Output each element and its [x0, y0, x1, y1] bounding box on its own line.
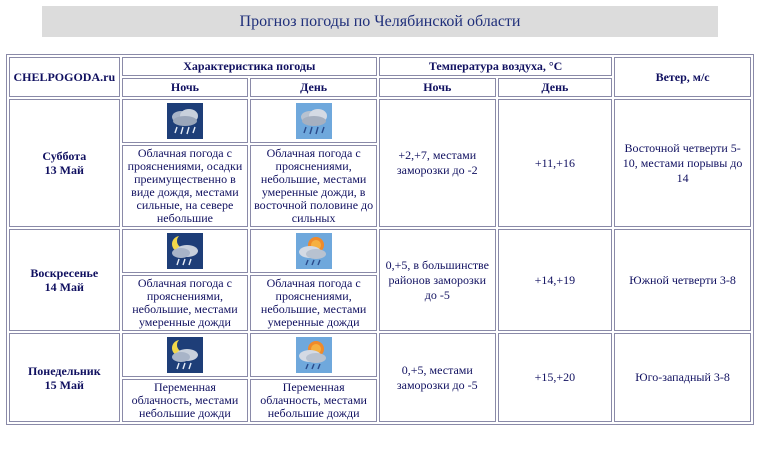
table-row: [9, 229, 751, 273]
day-icon-cell: [250, 99, 377, 143]
table-row: [9, 333, 751, 377]
site-name: CHELPOGODA.ru: [9, 57, 120, 97]
weather-day-header: День: [250, 78, 377, 97]
night-icon-cell: [122, 229, 249, 273]
night-icon-cell: [122, 333, 249, 377]
temp-night-header: Ночь: [379, 78, 496, 97]
temp-night: 0,+5, местами заморозки до -5: [379, 333, 496, 422]
date: 13 Май: [44, 163, 84, 177]
moon-cloud-rain-icon: [167, 337, 203, 373]
day-description: Переменная облачность, местами небольшие дожди: [250, 379, 377, 422]
night-description: Облачная погода с прояснениями, осадки преимущественно в виде дождя, местами сильные, на севере небольшие: [122, 145, 249, 227]
forecast-table: [6, 54, 754, 425]
moon-cloud-rain-icon: [167, 233, 203, 269]
page-title: Прогноз погоды по Челябинской области: [42, 6, 718, 37]
temp-day: +15,+20: [498, 333, 613, 422]
temp-day-header: День: [498, 78, 613, 97]
temp-night: +2,+7, местами заморозки до -2: [379, 99, 496, 227]
header-row-1: [9, 57, 751, 76]
night-icon-cell: [122, 99, 249, 143]
temp-day: +11,+16: [498, 99, 613, 227]
wind: Южной четверти 3-8: [614, 229, 751, 331]
day-icon-cell: [250, 229, 377, 273]
night-description: Облачная погода с прояснениями, небольшие, местами умеренные дожди: [122, 275, 249, 331]
weather-group-header: Характеристика погоды: [122, 57, 377, 76]
day-label: [9, 99, 120, 227]
date: 14 Май: [44, 280, 84, 294]
temp-group-header: Температура воздуха, °С: [379, 57, 612, 76]
weekday: Суббота: [42, 149, 87, 163]
day-label: [9, 333, 120, 422]
wind: Восточной четверти 5-10, местами порывы до 14: [614, 99, 751, 227]
cloud-rain-night-icon: [167, 103, 203, 139]
date: 15 Май: [44, 377, 84, 392]
weekday: Воскресенье: [30, 266, 99, 280]
temp-day: +14,+19: [498, 229, 613, 331]
sun-cloud-rain-icon: [296, 337, 332, 373]
temp-night: 0,+5, в большинстве районов заморозки до -5: [379, 229, 496, 331]
weekday: Понедельник: [27, 363, 101, 378]
wind: Юго-западный 3-8: [614, 333, 751, 422]
night-description: Переменная облачность, местами небольшие дожди: [122, 379, 249, 422]
wind-header: Ветер, м/с: [614, 57, 751, 97]
sun-cloud-rain-icon: [296, 233, 332, 269]
day-description: Облачная погода с прояснениями, небольшие, местами умеренные дожди, в восточной половине до сильных: [250, 145, 377, 227]
table-row: [9, 99, 751, 143]
weather-night-header: Ночь: [122, 78, 249, 97]
day-icon-cell: [250, 333, 377, 377]
day-description: Облачная погода с прояснениями, небольшие, местами умеренные дожди: [250, 275, 377, 331]
cloud-rain-day-icon: [296, 103, 332, 139]
day-label: [9, 229, 120, 331]
